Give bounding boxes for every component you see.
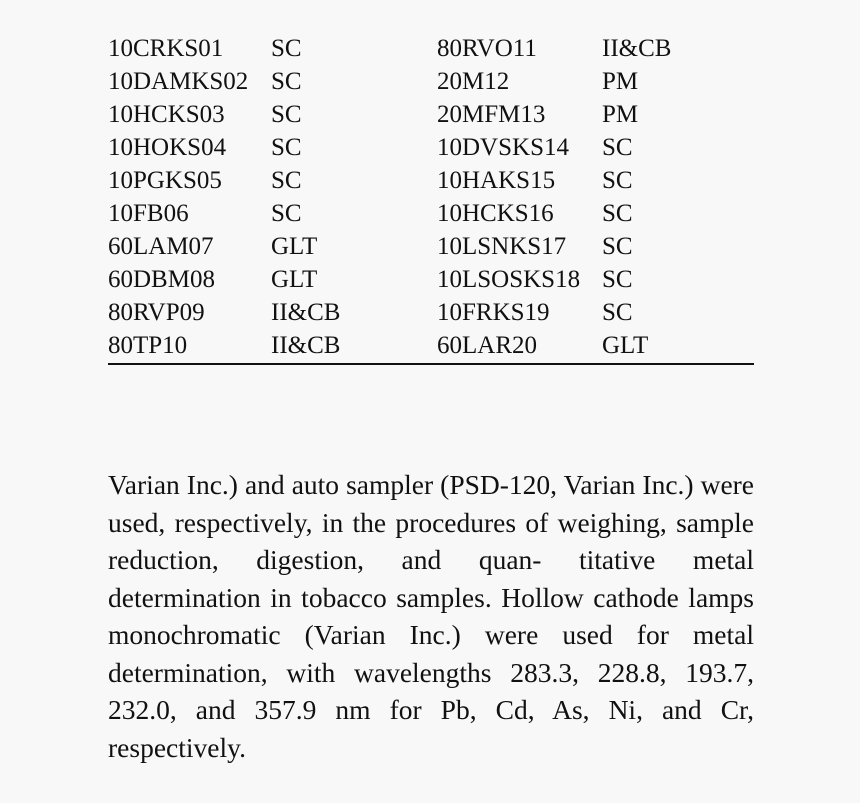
- table-cell: SC: [271, 134, 302, 161]
- table-row: [108, 164, 754, 197]
- table-cell: 10HCKS03: [108, 101, 225, 128]
- document-page: [108, 0, 755, 763]
- table-cell: SC: [602, 233, 633, 260]
- table-row: [108, 329, 754, 362]
- table-cell: 20MFM13: [437, 101, 546, 128]
- table-cell: 10HOKS04: [108, 134, 227, 161]
- paragraph-line: for Pb, Cd, As, Ni, and Cr, respectively.: [108, 694, 754, 763]
- paragraph-line: titative metal determination in tobacco samples.: [108, 544, 755, 613]
- table-cell: 80TP10: [108, 332, 188, 359]
- table-cell: PM: [602, 101, 639, 128]
- table-cell: 60LAR20: [437, 332, 537, 359]
- table-cell: SC: [271, 68, 302, 95]
- table-cell: 60DBM08: [108, 266, 215, 293]
- table-row: [108, 197, 754, 230]
- table-cell: II&CB: [271, 332, 341, 359]
- table-cell: SC: [271, 101, 302, 128]
- table-cell: II&CB: [602, 35, 672, 62]
- table-cell: SC: [271, 35, 302, 62]
- table-cell: SC: [602, 134, 633, 161]
- table-row: [108, 98, 754, 131]
- table-cell: SC: [602, 167, 633, 194]
- paragraph-line: wavelengths 283.3, 228.8, 193.7, 232.0, and 357.9 nm: [108, 656, 754, 725]
- table-cell: GLT: [602, 332, 649, 359]
- table-cell: SC: [602, 200, 633, 227]
- table-cell: 10DVSKS14: [437, 134, 569, 161]
- table-cell: 10CRKS01: [108, 35, 224, 62]
- table-cell: 10HCKS16: [437, 200, 554, 227]
- table-cell: GLT: [271, 266, 318, 293]
- table-cell: II&CB: [271, 299, 341, 326]
- paragraph-line: Inc.) were used for metal determination, with: [108, 619, 755, 688]
- table-row: [108, 263, 754, 296]
- table-cell: 20M12: [437, 68, 510, 95]
- table-cell: SC: [271, 167, 302, 194]
- body-paragraph: [108, 466, 754, 766]
- paragraph-line: Hollow cathode lamps monochromatic (Varian: [108, 581, 754, 650]
- table-row: [108, 32, 754, 65]
- paragraph-line: weighing, sample reduction, digestion, and quan-: [108, 506, 754, 575]
- sample-table: [108, 0, 754, 365]
- table-row: [108, 296, 754, 329]
- table-cell: 10HAKS15: [437, 167, 556, 194]
- table-cell: SC: [602, 266, 633, 293]
- table-cell: 10FB06: [108, 200, 189, 227]
- table-cell: 10LSNKS17: [437, 233, 567, 260]
- table-cell: 80RVP09: [108, 299, 205, 326]
- table-cell: 60LAM07: [108, 233, 214, 260]
- table-row: [108, 230, 754, 263]
- table-cell: 10DAMKS02: [108, 68, 249, 95]
- table-row: [108, 65, 754, 98]
- table-cell: GLT: [271, 233, 318, 260]
- table-cell: 10FRKS19: [437, 299, 550, 326]
- table-cell: PM: [602, 68, 639, 95]
- table-cell: SC: [271, 200, 302, 227]
- table-row: [108, 131, 754, 164]
- table-cell: 10LSOSKS18: [437, 266, 581, 293]
- table-cell: 10PGKS05: [108, 167, 222, 194]
- paragraph-line: Varian Inc.) and auto sampler (PSD-120, Varian: [108, 469, 636, 500]
- table-bottom-rule: [108, 363, 754, 365]
- table-cell: 80RVO11: [437, 35, 537, 62]
- table-cell: SC: [602, 299, 633, 326]
- paragraph-line: Inc.) were used, respectively, in the procedures of: [108, 469, 755, 538]
